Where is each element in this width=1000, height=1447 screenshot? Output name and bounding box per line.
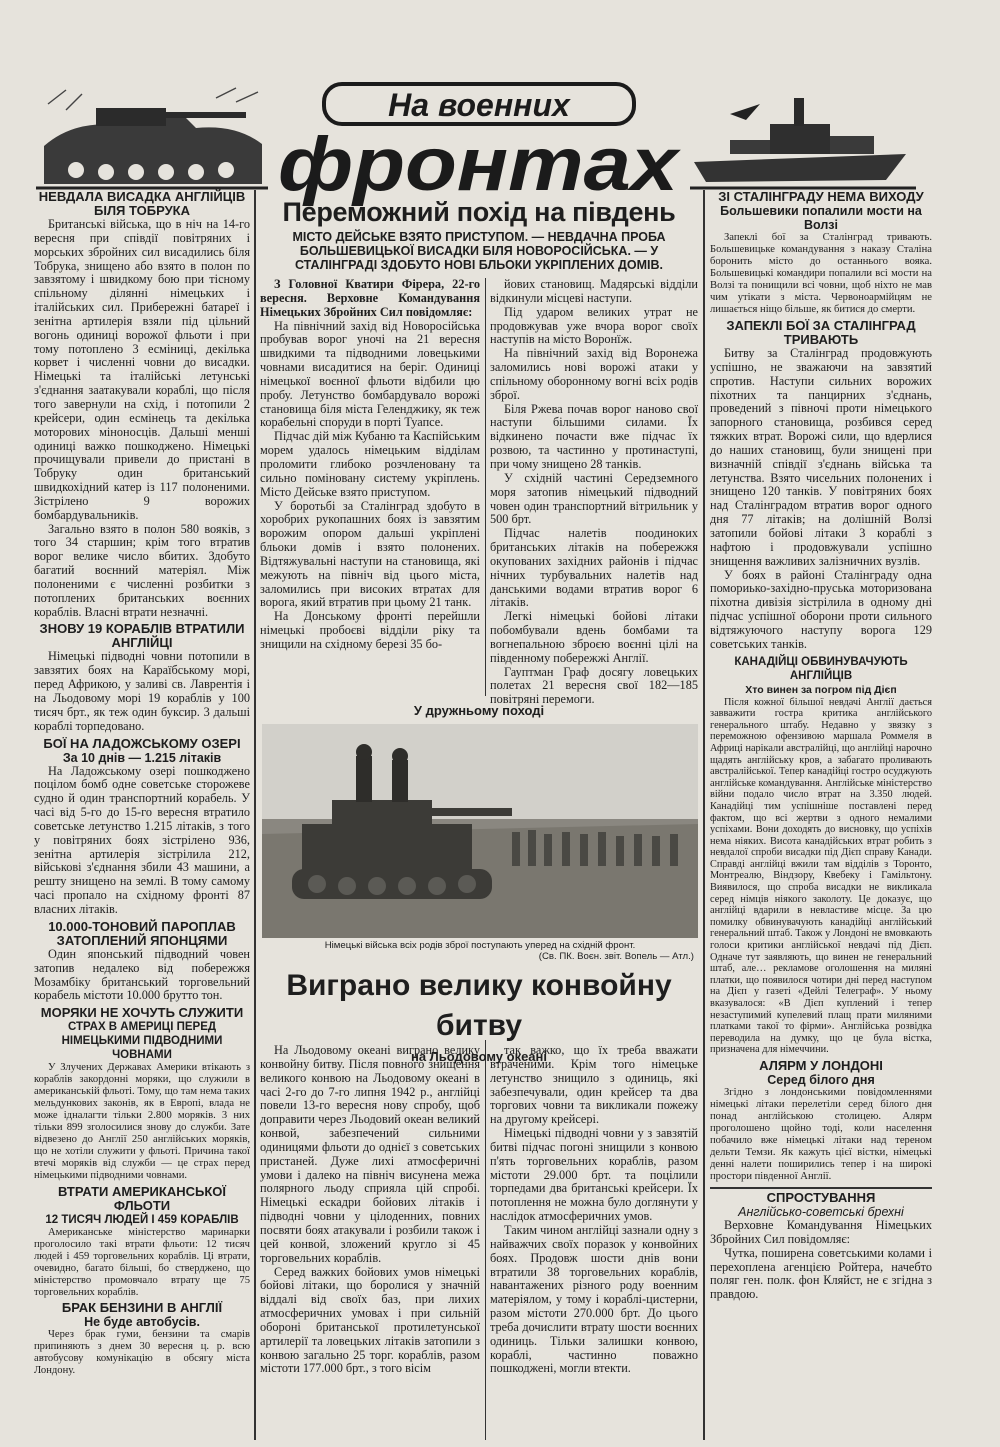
column-rule-center-bottom	[485, 1040, 486, 1440]
article-subtitle: Большевики попалили мости на Волзі	[720, 204, 922, 232]
photo-caption	[262, 940, 698, 962]
article-title-ladoga: БОЇ НА ЛАДОЖСЬКОМУ ОЗЕРІ	[43, 735, 241, 751]
article-title-stalingrad-battles: ЗАПЕКЛІ БОЇ ЗА СТАЛІНГРАД ТРИВАЮТЬ	[726, 318, 916, 347]
center-column-2	[490, 277, 698, 707]
article-text: У східній частині Середземного моря затопив німецький підводний човен один транспортний вітрильник у 500 брт.	[490, 470, 698, 527]
masthead-title	[266, 78, 686, 207]
article-text: йових становищ. Мадярські відділи відкинули місцеві наступи.	[490, 277, 698, 305]
article-text: Підчас дій між Кубаню та Каспійським морем удалось німецьким відділам проломити глибоко розчленовану та сильно поміновану систему укріплень. Місто Дейське взято приступом.	[260, 429, 480, 499]
column-rule-right	[703, 190, 705, 1440]
masthead-line1: На военних	[388, 87, 570, 123]
article-text: На північний захід від Воронежа заломились нові ворожі атаки у спільному оборонному вогні всіх родів зброї.	[490, 346, 698, 402]
main-headline: Переможний похід на південь	[282, 197, 676, 227]
article-subtitle: Англійсько-советські брехні	[738, 1204, 904, 1219]
article-title-canadians: КАНАДІЙЦІ ОБВИНУВАЧУЮТЬ АНГЛІЙЦІВ	[734, 655, 908, 682]
article-title-us-losses: ВТРАТИ АМЕРИКАНСЬКОЇ ФЛЬОТИ	[58, 1184, 226, 1214]
article-subtitle: Не буде автобусів.	[84, 1315, 200, 1330]
article-text: Підчас налетів поодиноких британських літаків на побережжя окупованих західних районів і підчас нічних турбувальних налетів над данськими водами втратив ворог 6 літаків.	[490, 526, 698, 610]
column-rule-center-top	[485, 278, 486, 696]
convoy-subheadline: на Льодовому океані	[410, 1049, 548, 1064]
article-text: Легкі німецькі бойові літаки побомбували вдень бомбами та вогнепальною зброєю воєнні цілі на південному побережжі Англії.	[490, 609, 698, 665]
photo-title: У дружньому поході	[413, 703, 545, 718]
main-headline-block	[258, 196, 700, 272]
article-title-london-alarm: АЛЯРМ У ЛОНДОНІ	[759, 1057, 883, 1073]
article-title-petrol: БРАК БЕНЗИНИ В АНГЛІЇ	[61, 1300, 223, 1316]
article-text: У Злучених Державах Америки втікають з кораблів закордонні моряки, що служили в американській фльоті. Тому, що там нема таких мельдункових законів, як в Европі, влада не може ідналагти тільки 2.800 моряків. 3 них тільки 899 зголосилися знову до служби. Зате відвезено до Англії 250 англійських моряків, що не хотіли служити у фльоті. Причина такої втечі моряків від служби — це страх перед німецькими підводними човнами.	[34, 1062, 250, 1182]
article-title-japan: 10.000-ТОНОВИЙ ПАРОПЛАВ ЗАТОПЛЕНИЙ ЯПОНЦЯМИ	[48, 918, 236, 948]
article-subtitle: СТРАХ В АМЕРИЦІ ПЕРЕД НІМЕЦЬКИМИ ПІДВОДНИМИ ЧОВНАМИ	[61, 1021, 223, 1062]
article-title-sailors: МОРЯКИ НЕ ХОЧУТЬ СЛУЖИТИ	[40, 1005, 244, 1021]
center-column-4	[490, 1044, 698, 1440]
article-text: Після кожної більшої невдачі Англії дається завважити гостра критика англійського генерального штабу. Недавно у звязку з переможною офензивою маршала Роммеля в Африці нарікали австралійці, що англійці нарочно щадять англійську кров, а забагато проливають австралійської. Тепер канадійці гостро осуджують англійське командування. Англійське міністерство війни подало число втрат на 3.350 людей. Канадійці тим успішніше поставлені перед фактом, що всі жертви з одного немалими успіхами. Вони доходять до висновку, що успіхів нема ніяких. Висота канадійських втрат робить з невдалої спроби висадки під Дієп справу Канади. Справді англійці вжили там відділів з Торонто, Монтреалю, Віндзору, Квебеку і Гамільтону. Виявилося, що спроба висадки не викликала серед німців ніякого заколоту. Це доказує, що англійці вдарили в невластиве місце. За цю помилку обвинувачують канадійці англійський генеральний штаб. Також у Лондоні не вмовкають голоси критики англійської невдачі під Дієп. Одначе тут заявляють, що винен не генеральний штаб, але… рекламове оголошення на миляні платки, що появилося чотири дні перед наступом на Дієп у газеті «Дейлі Телеграф». У ньому вказувалося: «В Дієп куплений і тепер незаступимий купелевий плащ прати миляними платками такої то фірми». Англійська розвідка переводила на думку, що це була вістка, призначена для німеччини.	[710, 696, 932, 1056]
photo-credit: (Св. ПК. Воєн. звіт. Вопель — Атл.)	[538, 951, 694, 962]
article-text: Згідно з лондонськими повідомленнями німецькі літаки перелетіли серед білого дня понад англійською столицею. Алярм проголошено щойно тоді, коли населення побачило вже німецькі літаки над тереном дельти Темзи. Як кажуть цієї вістки, німецькі денні налети поширились тепер і на широкі простори південної Англії.	[710, 1086, 932, 1182]
warship-illustration	[690, 84, 916, 192]
article-title-correction: СПРОСТУВАННЯ	[766, 1189, 876, 1205]
article-text: Чутка, поширена советськими колами і перехоплена агенцією Ройтера, начебто поляг ген. полк. фон Кляйст, не є згідна з правдою.	[710, 1245, 932, 1302]
article-text: Німецькі підводні човни потопили в завзятих боях на Караїбському морі, перед Африкою, у заливі св. Лаврентія і на Льодовому морі 19 кораблів у 100 тисяч брт., як теж один буксир. 3 дальші кораблі торпедовано.	[34, 649, 250, 733]
article-text: Битву за Сталінград продовжують успішно, не зважаючи на завзятий спротив. Наступи сильних ворожих піхотних та панцирних з'єднань, проведений з півночі проти німецького запорного становища, розбився серед тяжких втрат. Ворожі сили, що вдерлися до наших становищ, були знищені при визначній співдії з'єднань війська та летунства. Взято чисельних полонених і знищено 120 танків. У повітряних боях над Сталінградом втратив ворог одного дня 77 літаків; на долішній Волзі затопили бойові літаки 3 кораблі з нафтою і продовжували успішно знищення важливих залізничних вузлів.	[710, 346, 932, 568]
correction-block	[710, 1187, 932, 1302]
article-text: Американське міністерство маринарки проголосило такі втрати фльоти: 12 тисяч людей і 459 торговельних кораблів. Ці втрати, очевидно, багато більші, бо стверджено, що міністерство промовчало втрату ще 75 торговельних кораблів.	[34, 1227, 250, 1299]
article-text: У боротьбі за Сталінград здобуто в хоробрих рукопашних боях із завзятим ворожим опором дальші укріплені бльоки домів і взято полонених. Відтяжувальні наступи на становища, які межують на північ від цього міста, заломились при високих втратах для ворога, який втратив при цьому 21 танк.	[260, 498, 480, 610]
column-rule-left	[254, 190, 256, 1440]
center-column-1	[260, 278, 480, 696]
article-subtitle: За 10 днів — 1.215 літаків	[62, 750, 222, 765]
right-column	[710, 190, 932, 1440]
article-text: Під ударом великих утрат не продовжував уже вчора ворог своїх наступів на місто Воронїж.	[490, 304, 698, 347]
article-text: На Донському фронті перейшли німецькі пробоєві відділи ріку та знищили на східному березі 35 бо-	[260, 609, 480, 651]
tank-photo	[262, 724, 698, 938]
article-subtitle: Серед білого дня	[767, 1072, 875, 1087]
photo-caption-text: Німецькі війська всіх родів зброї поступають уперед на східній фронт.	[324, 940, 636, 951]
main-subhead: МІСТО ДЕЙСЬКЕ ВЗЯТО ПРИСТУПОМ. — НЕВДАЧНА ПРОБА БОЛЬШЕВИЦЬКОЇ ВИСАДКИ БІЛЯ НОВОРОСІЙСЬКА. — У СТАЛІНГРАДІ ЗДОБУТО НОВІ БЛЬОКИ УКРІПЛЕНИХ ДОМІВ.	[292, 230, 666, 272]
article-text: У боях в районі Сталінграду одна помориько-західно-пруська моторизована піхотна дивізія зістрілила в одному дні підчас успішної оборони проти сильного відтяжуючого наступу ворога 129 советських танків.	[710, 567, 932, 651]
article-text: Верховне Командування Німецьких Збройних Сил повідомляє:	[710, 1217, 932, 1246]
left-column	[34, 190, 250, 1440]
tank-illustration	[36, 84, 268, 192]
article-title-19-ships: ЗНОВУ 19 КОРАБЛІВ ВТРАТИЛИ АНГЛІЙЦІ	[39, 621, 245, 651]
article-text: Гауптман Граф досягу ловецьких полетах 21 вересня свої 182—185 повітряні перемоги.	[490, 664, 698, 707]
article-text: Запеклі бої за Сталінград тривають. Большевицьке командування з наказу Сталіна боронить місто до останнього вояка. Большевицькі командири попалили всі мости на Волзі та понищили всі човни, щоб ніхто не мав чим утікати з міста. Червоноармійцям не лишається ніщо більше, як битися до смерти.	[710, 232, 932, 315]
article-text: Таким чином англійці зазнали одну з найважчих своїх поразок у конвойних боях. Продовж шости днів вони втратили 38 торговельних кораблів, навантажених різного роду военним матеріялом, у тому і кораблі-цистерни, разом містоти 270.000 брт. До цього треба дочислити втрату шости воєнних одиниць. Тільки залишки конвою, кораблі, частинно поважно пошкоджені, могли втекти.	[490, 1222, 698, 1376]
article-subtitle: Хто винен за погром під Дієп	[745, 683, 897, 696]
article-text: Через брак гуми, бензини та смарів припиняють з днем 30 вересня ц. р. всю автобусову комунікацію в обсягу міста Лондону.	[34, 1329, 250, 1377]
article-title-stalingrad-exit: ЗІ СТАЛІНГРАДУ НЕМА ВИХОДУ	[718, 189, 924, 204]
article-text: На Льодовому океані виграно велику конвойну битву. Після повного знищення великого конвою на Льодовому океані в часі 2-го до 7-го липня 1942 р., англійці повели 13-го вересня нову спробу, щоб доправити через Льодовий океан великий конвой, забезпечений сильними одиницями фльоти до однієї з советських пристаней. Дуже лихі атмосферичні умови і далеко на північ висунена межа полярного льоду сприяла цій спробі. Німецькі ескадри бойових літаків і підводні човни у цілоденних, повних посвяти боях атакували і розбили також і цей конвой, зложений кругло зі 45 торговельних кораблів.	[260, 1043, 480, 1265]
article-dateline: З Головної Кватири Фірера, 22-го вересня. Верховне Командування Німецьких Збройних Сил повідомляє:	[260, 277, 480, 319]
article-text: Серед важких бойових умов німецькі бойові літаки, що боролися у значній віддалі від своїх баз, при лихих атмосферичних умовах і при сильній обороні британської протилетунської артилерії та ловецьких літаків затопили з конвою загально 25 торг. кораблів, разом містоти 177.000 брт., з того вісім	[260, 1264, 480, 1376]
article-text: На Ладожському озері пошкоджено поцілом бомб одне советське сторожеве судно й один транспортний корабель. У часі від 5-го до 15-го вересня втратило советське летунство 1.215 літаків, з того у повітряних боях зістрілено 936, зенітна артилерія зістрілила 212, військові з'єднання збили 43 машини, а решту знищено на землі. В тому самому часі пропало на східному фронті 87 власних літаків.	[34, 763, 250, 916]
article-text: На північний захід від Новоросійська пробував ворог уночі на 21 вересня швидкими та підводними ловецькими човнами висадитися на беріг. Одиниці німецької воєнної фльоти відбили цю пробу. Летунство бомбардувало ворожі становища біля міста Геленджику, як теж корабельні споруди в порті Туапсе.	[260, 318, 480, 430]
article-text: Біля Ржева почав ворог наново свої наступи більшими силами. Їх відкинено почасти вже підчас їх розвою, та частинно у протинаступі, при чому знищено 28 танків.	[490, 401, 698, 471]
masthead-line2: фронтах	[278, 122, 682, 207]
article-subtitle: 12 ТИСЯЧ ЛЮДЕЙ І 459 КОРАБЛІВ	[45, 1214, 239, 1227]
center-column-3	[260, 1044, 480, 1440]
article-title-tobruk: НЕВДАЛА ВИСАДКА АНГЛІЙЦІВ БІЛЯ ТОБРУКА	[38, 189, 246, 218]
article-text: Британські війська, що в ніч на 14-го вересня при співдії повітряних і морських збройних сил висадились біля Тобрука, знищено або взято в полон по завзятому і швидкому бою при тісному спільному ділянні німецьких і італійських сил. Прибережні батареї і зенітна артилерія взяли під цільний вогонь одиниці ворожої фльоти і при тому потоплено 3 есміниці, декілька корвет і численні човни до висадки. Німецькі та італійські летунські з'єднання заатакували кораблі, що після того завернули на схід, і потопили 2 крейсери, один есмінець та декілька моторових міноносців. Дальші менші одиниці важко пошкоджено. Німецькі прочищували привели до пристані в Тобруку один британський швидкохідний катер із 117 полоненими. Зістрілено 9 ворожих бомбардувальників.	[34, 217, 250, 522]
article-text: Один японський підводний човен затопив недалеко від побережжя Мозамбіку британський торговельний корабель містоти 10.000 брутто тон.	[34, 946, 250, 1003]
article-text: так важко, що їх треба вважати втраченими. Крім того німецьке летунство знищило з одиниць, які забезпечували, один крейсер та два торгових човни та викликали пожежу на другому крейсері.	[490, 1043, 698, 1127]
article-text: Загально взято в полон 580 вояків, з того 34 старшин; крім того втратив ворог велике число вбитих. Здобуто багатий воєнний матеріял. Між полоненими є численні розбитки з потоплених британських воєнних кораблів. Власні втрати незначні.	[34, 521, 250, 619]
convoy-headline: Виграно велику конвойну битву	[286, 969, 672, 1042]
article-text: Німецькі підводні човни у з завзятій битві підчас погоні знищили з конвою п'ять торговельних кораблів, разом містоти 29.000 брт. та поцілили торпедами два британські крейсери. Їх потоплення не можна було доглянути у наслідок атмосферичних умов.	[490, 1126, 698, 1224]
